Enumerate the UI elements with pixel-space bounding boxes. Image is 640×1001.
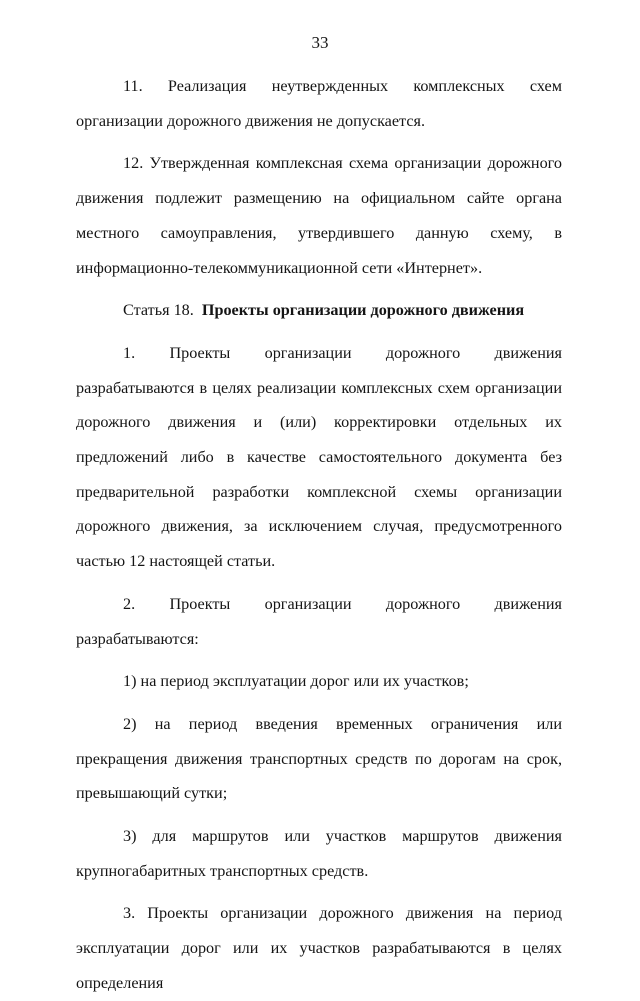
article-paragraph-3: 3. Проекты организации дорожного движения на период эксплуатации дорог или их участков разрабатываются в целях определения: [76, 904, 562, 992]
paragraph-12: 12. Утвержденная комплексная схема организации дорожного движения подлежит размещению на официальном сайте органа местного самоуправления, утвердившего данную схему, в информационно-телекоммуникационной сети «Интернет».: [76, 154, 562, 277]
article-paragraph-1: 1. Проекты организации дорожного движения разрабатываются в целях реализации комплексных схем организации дорожного движения и (или) корректировки отдельных их предложений либо в качестве самостоятельного документа без предварительной разработки комплексной схемы организации дорожного движения, за исключением случая, предусмотренного частью 12 настоящей статьи.: [76, 343, 562, 571]
article-heading: [76, 293, 562, 328]
list-item-2: 2) на период введения временных ограничения или прекращения движения транспортных средств по дорогам на срок, превышающий сутки;: [76, 714, 562, 803]
article-number: Статья 18.: [123, 301, 194, 320]
article-title: Проекты организации дорожного движения: [201, 301, 525, 320]
page-number: 33: [311, 33, 329, 52]
paragraph-11: 11. Реализация неутвержденных комплексных схем организации дорожного движения не допускается.: [76, 77, 562, 130]
document-body: [76, 69, 562, 1001]
list-item-3: 3) для маршрутов или участков маршрутов движения крупногабаритных транспортных средств.: [76, 827, 562, 880]
list-item-1: 1) на период эксплуатации дорог или их участков;: [123, 672, 469, 691]
article-paragraph-2: 2. Проекты организации дорожного движения разрабатываются:: [76, 594, 562, 648]
